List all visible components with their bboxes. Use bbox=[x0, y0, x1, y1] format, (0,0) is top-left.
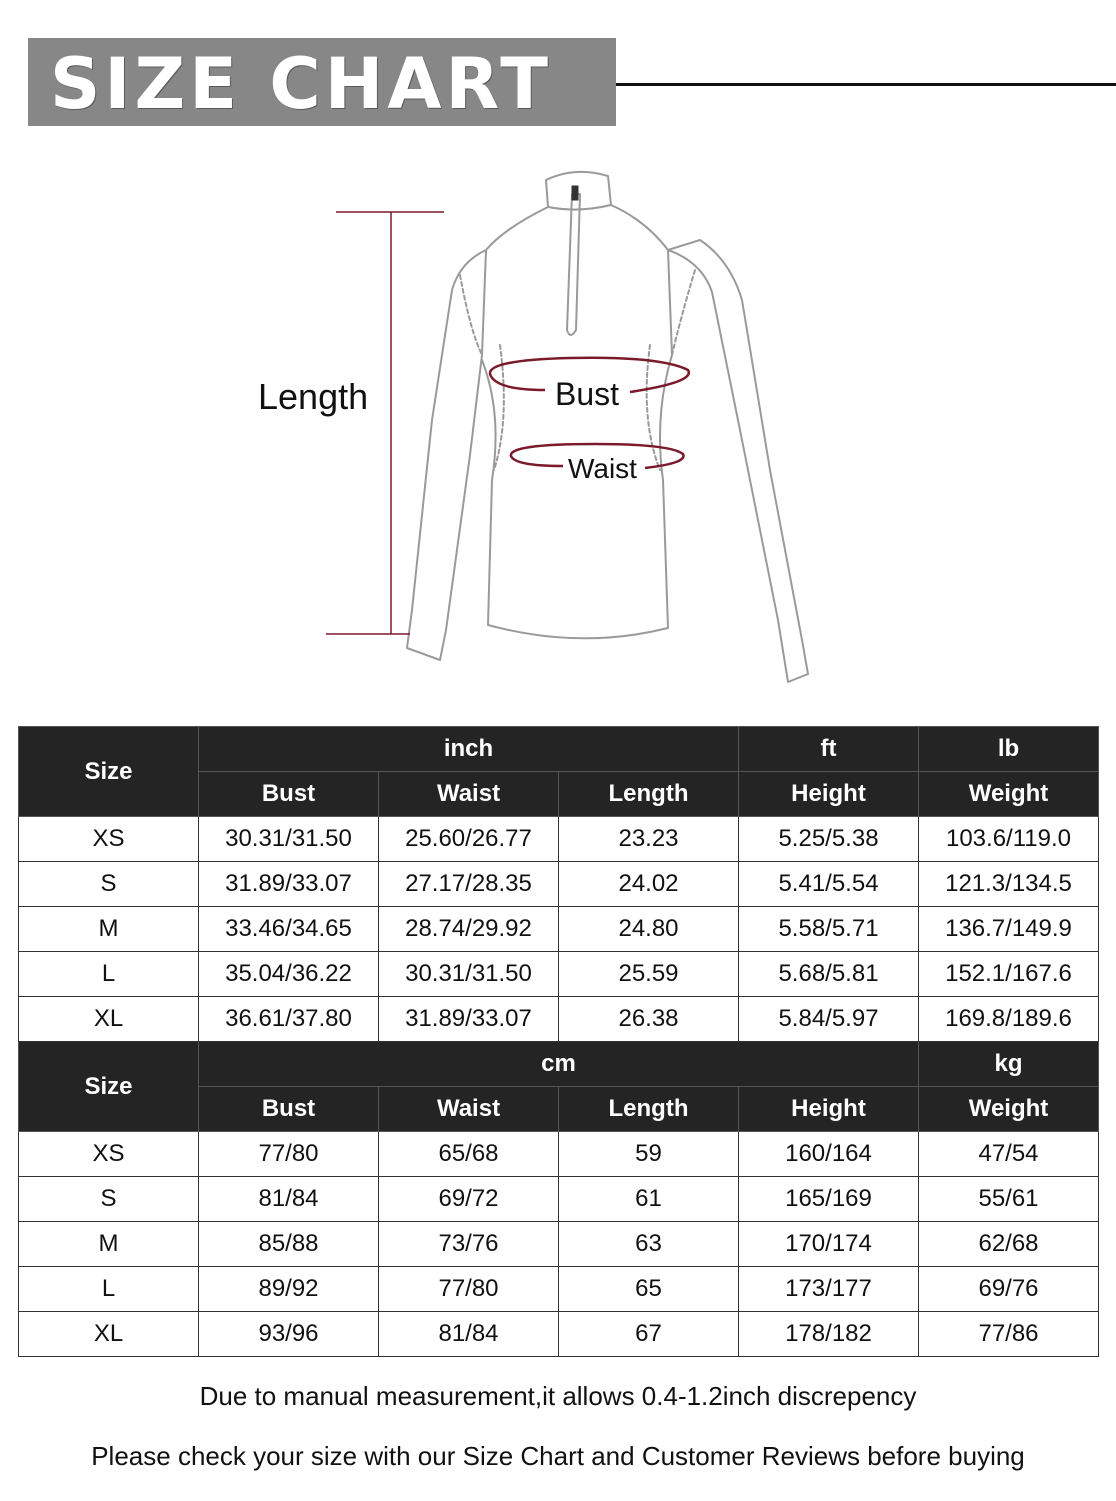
metric-group-header bbox=[19, 1042, 1099, 1087]
metric-col-waist: Waist bbox=[379, 1087, 559, 1132]
waist-cell: 30.31/31.50 bbox=[379, 952, 559, 997]
table-row bbox=[19, 997, 1099, 1042]
waist-cell: 28.74/29.92 bbox=[379, 907, 559, 952]
height-cell: 5.68/5.81 bbox=[739, 952, 919, 997]
length-cell: 61 bbox=[559, 1177, 739, 1222]
discrepancy-note: Due to manual measurement,it allows 0.4-1.2inch discrepency bbox=[199, 1381, 917, 1411]
bust-label: Bust bbox=[555, 376, 620, 412]
length-cell: 25.59 bbox=[559, 952, 739, 997]
length-cell: 59 bbox=[559, 1132, 739, 1177]
table-row bbox=[19, 1177, 1099, 1222]
table-row bbox=[19, 907, 1099, 952]
size-cell: XS bbox=[19, 817, 199, 862]
size-cell: XL bbox=[19, 1312, 199, 1357]
inch-group-header: inch bbox=[199, 727, 739, 772]
right-sleeve bbox=[668, 240, 808, 682]
waist-label: Waist bbox=[568, 453, 637, 484]
shirt-illustration bbox=[0, 0, 1116, 720]
weight-cell: 62/68 bbox=[919, 1222, 1099, 1267]
bust-cell: 33.46/34.65 bbox=[199, 907, 379, 952]
bust-cell: 81/84 bbox=[199, 1177, 379, 1222]
imperial-col-weight: Weight bbox=[919, 772, 1099, 817]
ft-group-header: ft bbox=[739, 727, 919, 772]
height-cell: 5.58/5.71 bbox=[739, 907, 919, 952]
weight-cell: 47/54 bbox=[919, 1132, 1099, 1177]
bust-cell: 85/88 bbox=[199, 1222, 379, 1267]
check-size-note: Please check your size with our Size Chart and Customer Reviews before buying bbox=[91, 1441, 1025, 1471]
bust-cell: 77/80 bbox=[199, 1132, 379, 1177]
weight-cell: 152.1/167.6 bbox=[919, 952, 1099, 997]
length-cell: 63 bbox=[559, 1222, 739, 1267]
size-cell: M bbox=[19, 907, 199, 952]
waist-cell: 27.17/28.35 bbox=[379, 862, 559, 907]
waist-cell: 65/68 bbox=[379, 1132, 559, 1177]
bust-cell: 35.04/36.22 bbox=[199, 952, 379, 997]
garment-diagram bbox=[0, 0, 1116, 720]
imperial-col-length: Length bbox=[559, 772, 739, 817]
size-cell: L bbox=[19, 952, 199, 997]
table-row bbox=[19, 1132, 1099, 1177]
bust-cell: 93/96 bbox=[199, 1312, 379, 1357]
page-title: SIZE CHART bbox=[50, 43, 553, 125]
height-cell: 173/177 bbox=[739, 1267, 919, 1312]
table-row bbox=[19, 862, 1099, 907]
waist-cell: 77/80 bbox=[379, 1267, 559, 1312]
weight-cell: 77/86 bbox=[919, 1312, 1099, 1357]
weight-cell: 69/76 bbox=[919, 1267, 1099, 1312]
bust-cell: 31.89/33.07 bbox=[199, 862, 379, 907]
table-row bbox=[19, 952, 1099, 997]
bust-cell: 36.61/37.80 bbox=[199, 997, 379, 1042]
imperial-col-waist: Waist bbox=[379, 772, 559, 817]
metric-col-bust: Bust bbox=[199, 1087, 379, 1132]
weight-cell: 103.6/119.0 bbox=[919, 817, 1099, 862]
table-row bbox=[19, 1222, 1099, 1267]
length-cell: 23.23 bbox=[559, 817, 739, 862]
waist-cell: 81/84 bbox=[379, 1312, 559, 1357]
left-sleeve bbox=[407, 250, 486, 660]
size-cell: XL bbox=[19, 997, 199, 1042]
zipper-pull bbox=[572, 186, 578, 200]
cm-group-header: cm bbox=[199, 1042, 919, 1087]
table-row bbox=[19, 1312, 1099, 1357]
bust-cell: 30.31/31.50 bbox=[199, 817, 379, 862]
bust-cell: 89/92 bbox=[199, 1267, 379, 1312]
weight-cell: 169.8/189.6 bbox=[919, 997, 1099, 1042]
imperial-col-bust: Bust bbox=[199, 772, 379, 817]
length-cell: 24.80 bbox=[559, 907, 739, 952]
height-cell: 5.84/5.97 bbox=[739, 997, 919, 1042]
height-cell: 5.25/5.38 bbox=[739, 817, 919, 862]
lb-group-header: lb bbox=[919, 727, 1099, 772]
imperial-col-height: Height bbox=[739, 772, 919, 817]
metric-col-length: Length bbox=[559, 1087, 739, 1132]
length-cell: 26.38 bbox=[559, 997, 739, 1042]
table-row bbox=[19, 817, 1099, 862]
length-cell: 67 bbox=[559, 1312, 739, 1357]
metric-col-weight: Weight bbox=[919, 1087, 1099, 1132]
waist-cell: 31.89/33.07 bbox=[379, 997, 559, 1042]
length-label: Length bbox=[258, 376, 369, 417]
height-cell: 160/164 bbox=[739, 1132, 919, 1177]
metric-col-height: Height bbox=[739, 1087, 919, 1132]
imperial-group-header bbox=[19, 727, 1099, 772]
shirt-body bbox=[480, 205, 672, 638]
size-cell: XS bbox=[19, 1132, 199, 1177]
imperial-size-header: Size bbox=[19, 727, 199, 817]
height-cell: 178/182 bbox=[739, 1312, 919, 1357]
size-cell: L bbox=[19, 1267, 199, 1312]
size-table bbox=[18, 726, 1099, 1357]
weight-cell: 136.7/149.9 bbox=[919, 907, 1099, 952]
size-cell: S bbox=[19, 1177, 199, 1222]
size-cell: M bbox=[19, 1222, 199, 1267]
waist-cell: 73/76 bbox=[379, 1222, 559, 1267]
metric-size-header: Size bbox=[19, 1042, 199, 1132]
table-row bbox=[19, 1267, 1099, 1312]
size-cell: S bbox=[19, 862, 199, 907]
waist-cell: 25.60/26.77 bbox=[379, 817, 559, 862]
height-cell: 170/174 bbox=[739, 1222, 919, 1267]
weight-cell: 121.3/134.5 bbox=[919, 862, 1099, 907]
height-cell: 5.41/5.54 bbox=[739, 862, 919, 907]
waist-cell: 69/72 bbox=[379, 1177, 559, 1222]
length-cell: 24.02 bbox=[559, 862, 739, 907]
kg-group-header: kg bbox=[919, 1042, 1099, 1087]
length-cell: 65 bbox=[559, 1267, 739, 1312]
weight-cell: 55/61 bbox=[919, 1177, 1099, 1222]
height-cell: 165/169 bbox=[739, 1177, 919, 1222]
